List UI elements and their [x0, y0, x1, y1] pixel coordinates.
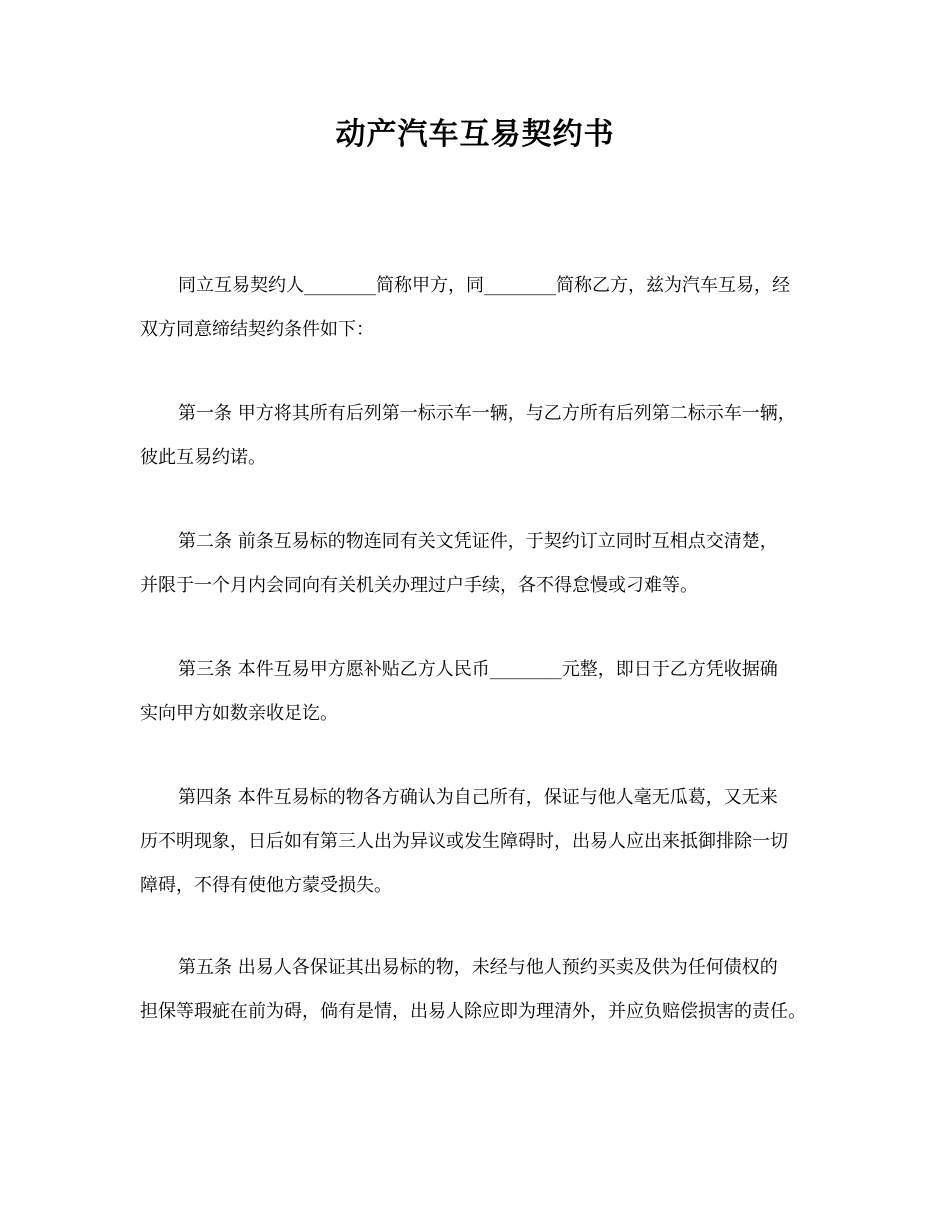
paragraph-line: 同立互易契约人________简称甲方，同________简称乙方，兹为汽车互易，经 [178, 275, 790, 296]
paragraph-line: 双方同意缔结契约条件如下： [140, 319, 374, 340]
paragraph-line: 实向甲方如数亲收足讫。 [140, 703, 338, 724]
paragraph-line: 第二条 前条互易标的物连同有关文凭证件，于契约订立同时互相点交清楚， [178, 531, 778, 552]
document-title: 动产汽车互易契约书 [335, 117, 615, 152]
paragraph-line: 障碍，不得有使他方蒙受损失。 [140, 875, 392, 896]
paragraph-line: 历不明现象，日后如有第三人出为异议或发生障碍时，出易人应出来抵御排除一切 [140, 831, 788, 852]
paragraph-line: 第四条 本件互易标的物各方确认为自己所有，保证与他人毫无瓜葛，又无来 [178, 787, 778, 808]
paragraph-line: 担保等瑕疵在前为碍，倘有是情，出易人除应即为理清外，并应负赔偿损害的责任。 [140, 1001, 806, 1022]
paragraph-line: 第三条 本件互易甲方愿补贴乙方人民币________元整，即日于乙方凭收据确 [178, 659, 778, 680]
paragraph-line: 并限于一个月内会同向有关机关办理过户手续，各不得怠慢或刁难等。 [140, 575, 698, 596]
paragraph-line: 彼此互易约诺。 [140, 447, 266, 468]
paragraph-line: 第一条 甲方将其所有后列第一标示车一辆，与乙方所有后列第二标示车一辆， [178, 403, 796, 424]
paragraph-line: 第五条 出易人各保证其出易标的物，未经与他人预约买卖及供为任何债权的 [178, 957, 778, 978]
